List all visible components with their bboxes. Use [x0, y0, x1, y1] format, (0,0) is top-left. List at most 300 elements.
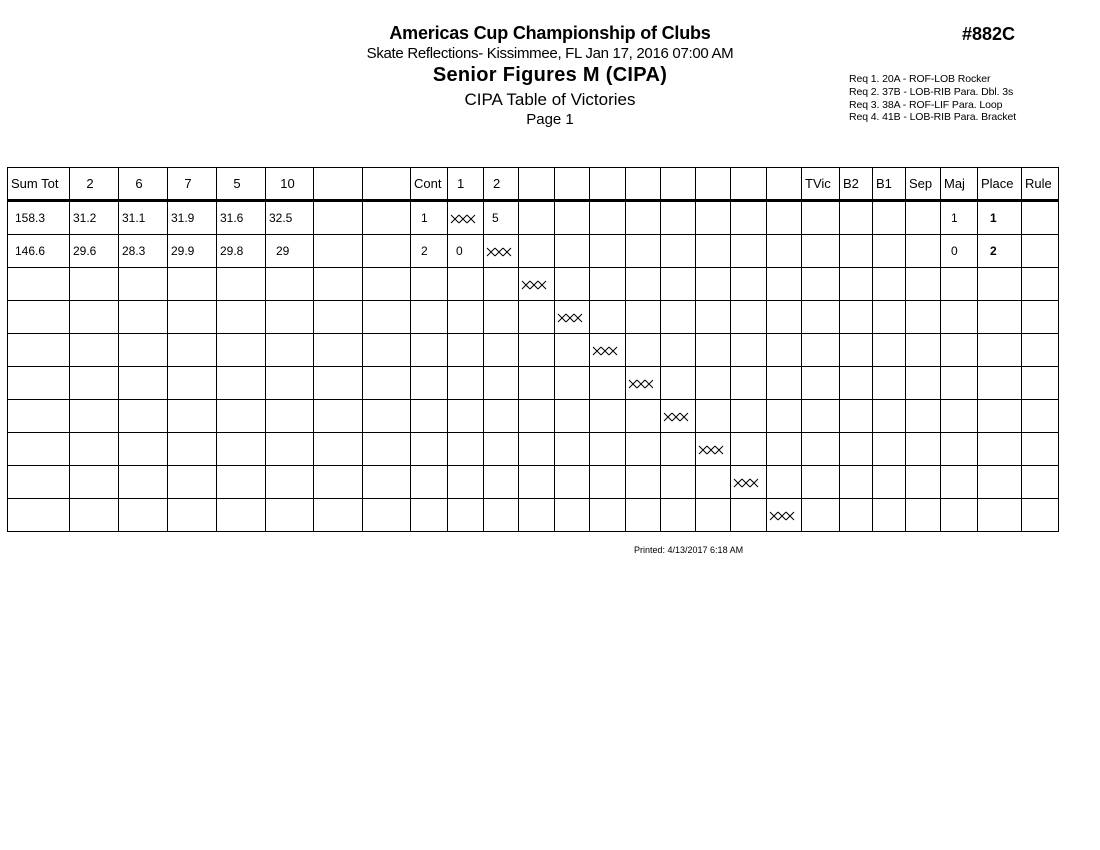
- table-cell: [731, 499, 767, 532]
- table-cell: [119, 400, 168, 433]
- self-match-marker-icon: [663, 412, 689, 422]
- table-cell: [266, 334, 314, 367]
- table-cell: [448, 201, 484, 235]
- table-cell: [119, 499, 168, 532]
- table-cell: [696, 201, 731, 235]
- table-cell: [906, 268, 941, 301]
- table-cell: [314, 466, 363, 499]
- self-match-marker-icon: [450, 214, 476, 224]
- table-cell: [696, 400, 731, 433]
- table-cell: [168, 400, 217, 433]
- table-cell: [767, 433, 802, 466]
- table-cell: [519, 334, 555, 367]
- table-cell: [8, 400, 70, 433]
- table-cell: [217, 433, 266, 466]
- table-cell: [363, 301, 411, 334]
- table-cell: [119, 466, 168, 499]
- table-cell: [314, 499, 363, 532]
- column-header: [767, 168, 802, 201]
- table-cell: [590, 400, 626, 433]
- column-header: 1: [448, 168, 484, 201]
- table-cell: [626, 268, 661, 301]
- table-cell: [731, 466, 767, 499]
- table-cell: [906, 433, 941, 466]
- table-cell: [70, 268, 119, 301]
- table-cell: [626, 367, 661, 400]
- table-cell: [767, 201, 802, 235]
- table-row: [8, 400, 1059, 433]
- column-header: 2: [484, 168, 519, 201]
- table-row: [8, 499, 1059, 532]
- column-header: Maj: [941, 168, 978, 201]
- column-header: B1: [873, 168, 906, 201]
- table-cell: [448, 400, 484, 433]
- table-cell: [731, 400, 767, 433]
- table-cell: [168, 268, 217, 301]
- table-cell: [906, 334, 941, 367]
- table-cell: [767, 466, 802, 499]
- table-cell: [519, 400, 555, 433]
- event-name: Senior Figures M (CIPA): [432, 64, 668, 86]
- table-cell: [1022, 201, 1059, 235]
- table-cell: [802, 301, 840, 334]
- table-cell: [1022, 334, 1059, 367]
- table-cell: 0: [448, 235, 484, 268]
- table-cell: [363, 367, 411, 400]
- table-cell: [363, 499, 411, 532]
- table-cell: [70, 334, 119, 367]
- table-cell: [266, 499, 314, 532]
- table-cell: [731, 334, 767, 367]
- table-cell: [941, 400, 978, 433]
- table-cell: [661, 433, 696, 466]
- victories-table: [7, 167, 1059, 532]
- column-header: [590, 168, 626, 201]
- table-cell: [906, 235, 941, 268]
- table-cell: [626, 433, 661, 466]
- table-cell: [363, 400, 411, 433]
- table-cell: [661, 466, 696, 499]
- table-cell: [696, 235, 731, 268]
- table-cell: [217, 367, 266, 400]
- table-cell: [873, 201, 906, 235]
- table-cell: [217, 334, 266, 367]
- table-cell: [626, 400, 661, 433]
- table-cell: [484, 466, 519, 499]
- table-cell: [590, 334, 626, 367]
- table-cell: [978, 268, 1022, 301]
- table-cell: [906, 466, 941, 499]
- column-header: [363, 168, 411, 201]
- column-header: 5: [217, 168, 266, 201]
- table-cell: [411, 466, 448, 499]
- table-cell: [978, 301, 1022, 334]
- page-number: Page 1: [526, 111, 574, 128]
- table-cell: [1022, 235, 1059, 268]
- table-cell: [941, 334, 978, 367]
- table-cell: [626, 201, 661, 235]
- table-cell: [590, 268, 626, 301]
- table-cell: [266, 367, 314, 400]
- table-cell: [802, 466, 840, 499]
- table-header-row: [8, 168, 1059, 201]
- table-cell: [978, 367, 1022, 400]
- table-cell: 5: [484, 201, 519, 235]
- table-cell: [873, 499, 906, 532]
- table-cell: [168, 433, 217, 466]
- table-cell: [731, 433, 767, 466]
- table-cell: [802, 201, 840, 235]
- table-cell: 29.6: [70, 235, 119, 268]
- table-cell: [314, 367, 363, 400]
- column-header: [661, 168, 696, 201]
- table-cell: [1022, 433, 1059, 466]
- table-cell: [519, 433, 555, 466]
- table-cell: [696, 433, 731, 466]
- table-cell: [519, 367, 555, 400]
- column-header: 6: [119, 168, 168, 201]
- table-cell: [696, 268, 731, 301]
- table-cell: [484, 334, 519, 367]
- table-cell: [978, 433, 1022, 466]
- table-cell: [314, 400, 363, 433]
- table-cell: 28.3: [119, 235, 168, 268]
- table-cell: [696, 334, 731, 367]
- self-match-marker-icon: [769, 511, 795, 521]
- table-cell: 29.9: [168, 235, 217, 268]
- table-row: [8, 334, 1059, 367]
- table-cell: [978, 400, 1022, 433]
- self-match-marker-icon: [592, 346, 618, 356]
- table-cell: [661, 235, 696, 268]
- requirement-item: Req 3. 38A - ROF-LIF Para. Loop: [849, 98, 1003, 111]
- table-cell: 1: [941, 201, 978, 235]
- column-header: 2: [70, 168, 119, 201]
- table-cell: [8, 268, 70, 301]
- table-cell: [217, 466, 266, 499]
- table-cell: [70, 301, 119, 334]
- table-cell: [555, 499, 590, 532]
- table-cell: [661, 301, 696, 334]
- table-cell: 146.6: [8, 235, 70, 268]
- self-match-marker-icon: [698, 445, 724, 455]
- table-cell: 29: [266, 235, 314, 268]
- table-cell: [767, 268, 802, 301]
- table-cell: [519, 466, 555, 499]
- table-cell: [363, 201, 411, 235]
- table-cell: [217, 268, 266, 301]
- table-cell: [873, 400, 906, 433]
- table-cell: [731, 235, 767, 268]
- table-row: [8, 433, 1059, 466]
- table-cell: [941, 301, 978, 334]
- table-cell: [1022, 301, 1059, 334]
- venue-date: Skate Reflections- Kissimmee, FL Jan 17, 2016 07:00 AM: [366, 45, 734, 62]
- table-cell: [411, 268, 448, 301]
- table-cell: 32.5: [266, 201, 314, 235]
- table-cell: [590, 367, 626, 400]
- table-cell: [70, 433, 119, 466]
- table-cell: [906, 301, 941, 334]
- table-cell: [873, 235, 906, 268]
- table-cell: [840, 201, 873, 235]
- table-cell: 31.1: [119, 201, 168, 235]
- table-cell: [941, 268, 978, 301]
- table-cell: [119, 268, 168, 301]
- table-cell: [555, 400, 590, 433]
- self-match-marker-icon: [733, 478, 759, 488]
- table-cell: [590, 466, 626, 499]
- table-cell: 1: [978, 201, 1022, 235]
- table-cell: [70, 499, 119, 532]
- table-cell: [70, 400, 119, 433]
- table-cell: [873, 334, 906, 367]
- table-cell: [119, 334, 168, 367]
- table-cell: [555, 201, 590, 235]
- table-cell: [363, 268, 411, 301]
- table-cell: [696, 367, 731, 400]
- table-cell: [8, 466, 70, 499]
- table-cell: [840, 301, 873, 334]
- table-cell: [8, 499, 70, 532]
- table-cell: [661, 268, 696, 301]
- table-cell: [217, 400, 266, 433]
- table-cell: [519, 235, 555, 268]
- table-row: [8, 268, 1059, 301]
- table-cell: [448, 301, 484, 334]
- table-cell: [661, 499, 696, 532]
- table-cell: [802, 334, 840, 367]
- table-cell: [314, 301, 363, 334]
- table-cell: [590, 301, 626, 334]
- table-cell: [840, 466, 873, 499]
- table-cell: [802, 433, 840, 466]
- column-header: Place: [978, 168, 1022, 201]
- table-cell: [363, 466, 411, 499]
- table-cell: [661, 201, 696, 235]
- table-cell: [626, 301, 661, 334]
- table-cell: 31.9: [168, 201, 217, 235]
- table-cell: [1022, 268, 1059, 301]
- table-cell: [411, 433, 448, 466]
- column-header: 10: [266, 168, 314, 201]
- requirement-item: Req 1. 20A - ROF-LOB Rocker: [849, 73, 991, 85]
- table-cell: [411, 499, 448, 532]
- table-cell: [8, 367, 70, 400]
- table-cell: [448, 499, 484, 532]
- table-cell: [802, 400, 840, 433]
- requirement-item: Req 2. 37B - LOB-RIB Para. Dbl. 3s: [849, 85, 1014, 98]
- table-cell: [626, 334, 661, 367]
- table-cell: [484, 499, 519, 532]
- table-cell: [217, 301, 266, 334]
- table-cell: [978, 334, 1022, 367]
- table-cell: [767, 367, 802, 400]
- table-cell: [840, 433, 873, 466]
- table-cell: [661, 367, 696, 400]
- table-cell: [802, 499, 840, 532]
- table-cell: [484, 367, 519, 400]
- column-header: [626, 168, 661, 201]
- table-cell: [840, 400, 873, 433]
- table-cell: [555, 466, 590, 499]
- table-cell: [555, 367, 590, 400]
- table-cell: [840, 268, 873, 301]
- table-cell: [314, 235, 363, 268]
- competition-title: Americas Cup Championship of Clubs: [389, 23, 711, 43]
- table-cell: [767, 400, 802, 433]
- table-cell: [448, 367, 484, 400]
- table-cell: [906, 499, 941, 532]
- table-cell: 29.8: [217, 235, 266, 268]
- table-cell: 0: [941, 235, 978, 268]
- table-cell: [840, 334, 873, 367]
- table-cell: [314, 201, 363, 235]
- table-cell: [906, 367, 941, 400]
- table-cell: [411, 400, 448, 433]
- table-cell: [661, 334, 696, 367]
- column-header: [731, 168, 767, 201]
- table-cell: [906, 201, 941, 235]
- table-cell: [1022, 400, 1059, 433]
- table-cell: 31.2: [70, 201, 119, 235]
- table-cell: [873, 268, 906, 301]
- column-header: B2: [840, 168, 873, 201]
- table-cell: [696, 301, 731, 334]
- table-cell: [70, 466, 119, 499]
- table-cell: [70, 367, 119, 400]
- requirements-list: [849, 73, 1016, 124]
- table-cell: [802, 268, 840, 301]
- table-title: CIPA Table of Victories: [464, 90, 636, 109]
- table-cell: [519, 301, 555, 334]
- table-cell: [1022, 367, 1059, 400]
- table-cell: [119, 301, 168, 334]
- table-cell: [168, 367, 217, 400]
- table-cell: [363, 433, 411, 466]
- table-cell: [266, 433, 314, 466]
- table-cell: [978, 499, 1022, 532]
- table-cell: [519, 499, 555, 532]
- table-cell: [266, 268, 314, 301]
- self-match-marker-icon: [486, 247, 512, 257]
- table-cell: [731, 367, 767, 400]
- table-cell: [168, 334, 217, 367]
- table-cell: [906, 400, 941, 433]
- column-header: [519, 168, 555, 201]
- table-cell: 2: [411, 235, 448, 268]
- self-match-marker-icon: [521, 280, 547, 290]
- table-cell: [168, 499, 217, 532]
- table-cell: [626, 499, 661, 532]
- table-cell: [590, 201, 626, 235]
- table-cell: 1: [411, 201, 448, 235]
- column-header: Rule: [1022, 168, 1059, 201]
- table-cell: [217, 499, 266, 532]
- table-cell: [555, 433, 590, 466]
- table-cell: [696, 466, 731, 499]
- table-cell: [411, 301, 448, 334]
- table-cell: [840, 367, 873, 400]
- table-cell: [1022, 499, 1059, 532]
- table-cell: [696, 499, 731, 532]
- table-cell: [8, 301, 70, 334]
- table-cell: [978, 466, 1022, 499]
- column-header: TVic: [802, 168, 840, 201]
- table-cell: [555, 235, 590, 268]
- table-cell: 2: [978, 235, 1022, 268]
- table-cell: [590, 433, 626, 466]
- table-cell: [873, 433, 906, 466]
- table-cell: [941, 367, 978, 400]
- column-header: [555, 168, 590, 201]
- table-cell: [941, 466, 978, 499]
- event-number: #882C: [962, 24, 1016, 44]
- column-header: Cont: [411, 168, 448, 201]
- table-cell: 158.3: [8, 201, 70, 235]
- table-cell: [448, 433, 484, 466]
- table-cell: [590, 499, 626, 532]
- table-cell: [484, 433, 519, 466]
- table-cell: [119, 433, 168, 466]
- table-cell: [266, 466, 314, 499]
- table-cell: [484, 301, 519, 334]
- column-header: [314, 168, 363, 201]
- table-cell: [314, 433, 363, 466]
- table-cell: [731, 201, 767, 235]
- table-cell: [661, 400, 696, 433]
- column-header: Sum Tot: [8, 168, 70, 201]
- table-cell: [168, 301, 217, 334]
- table-cell: [266, 400, 314, 433]
- table-cell: [266, 301, 314, 334]
- table-cell: [119, 367, 168, 400]
- table-cell: [873, 301, 906, 334]
- table-cell: [802, 367, 840, 400]
- table-cell: [484, 268, 519, 301]
- table-cell: [767, 235, 802, 268]
- self-match-marker-icon: [557, 313, 583, 323]
- table-cell: [873, 466, 906, 499]
- table-cell: [8, 433, 70, 466]
- table-cell: 31.6: [217, 201, 266, 235]
- column-header: 7: [168, 168, 217, 201]
- column-header: [696, 168, 731, 201]
- table-cell: [555, 268, 590, 301]
- table-cell: [168, 466, 217, 499]
- table-cell: [314, 268, 363, 301]
- table-cell: [448, 268, 484, 301]
- table-cell: [448, 334, 484, 367]
- printed-timestamp: Printed: 4/13/2017 6:18 AM: [634, 545, 744, 555]
- table-row: [8, 367, 1059, 400]
- table-cell: [484, 235, 519, 268]
- column-header: Sep: [906, 168, 941, 201]
- table-cell: [767, 334, 802, 367]
- table-cell: [8, 334, 70, 367]
- table-cell: [767, 301, 802, 334]
- table-cell: [626, 466, 661, 499]
- table-cell: [873, 367, 906, 400]
- table-cell: [1022, 466, 1059, 499]
- table-cell: [731, 301, 767, 334]
- table-cell: [555, 334, 590, 367]
- table-cell: [767, 499, 802, 532]
- table-cell: [411, 334, 448, 367]
- table-cell: [731, 268, 767, 301]
- table-cell: [555, 301, 590, 334]
- table-cell: [484, 400, 519, 433]
